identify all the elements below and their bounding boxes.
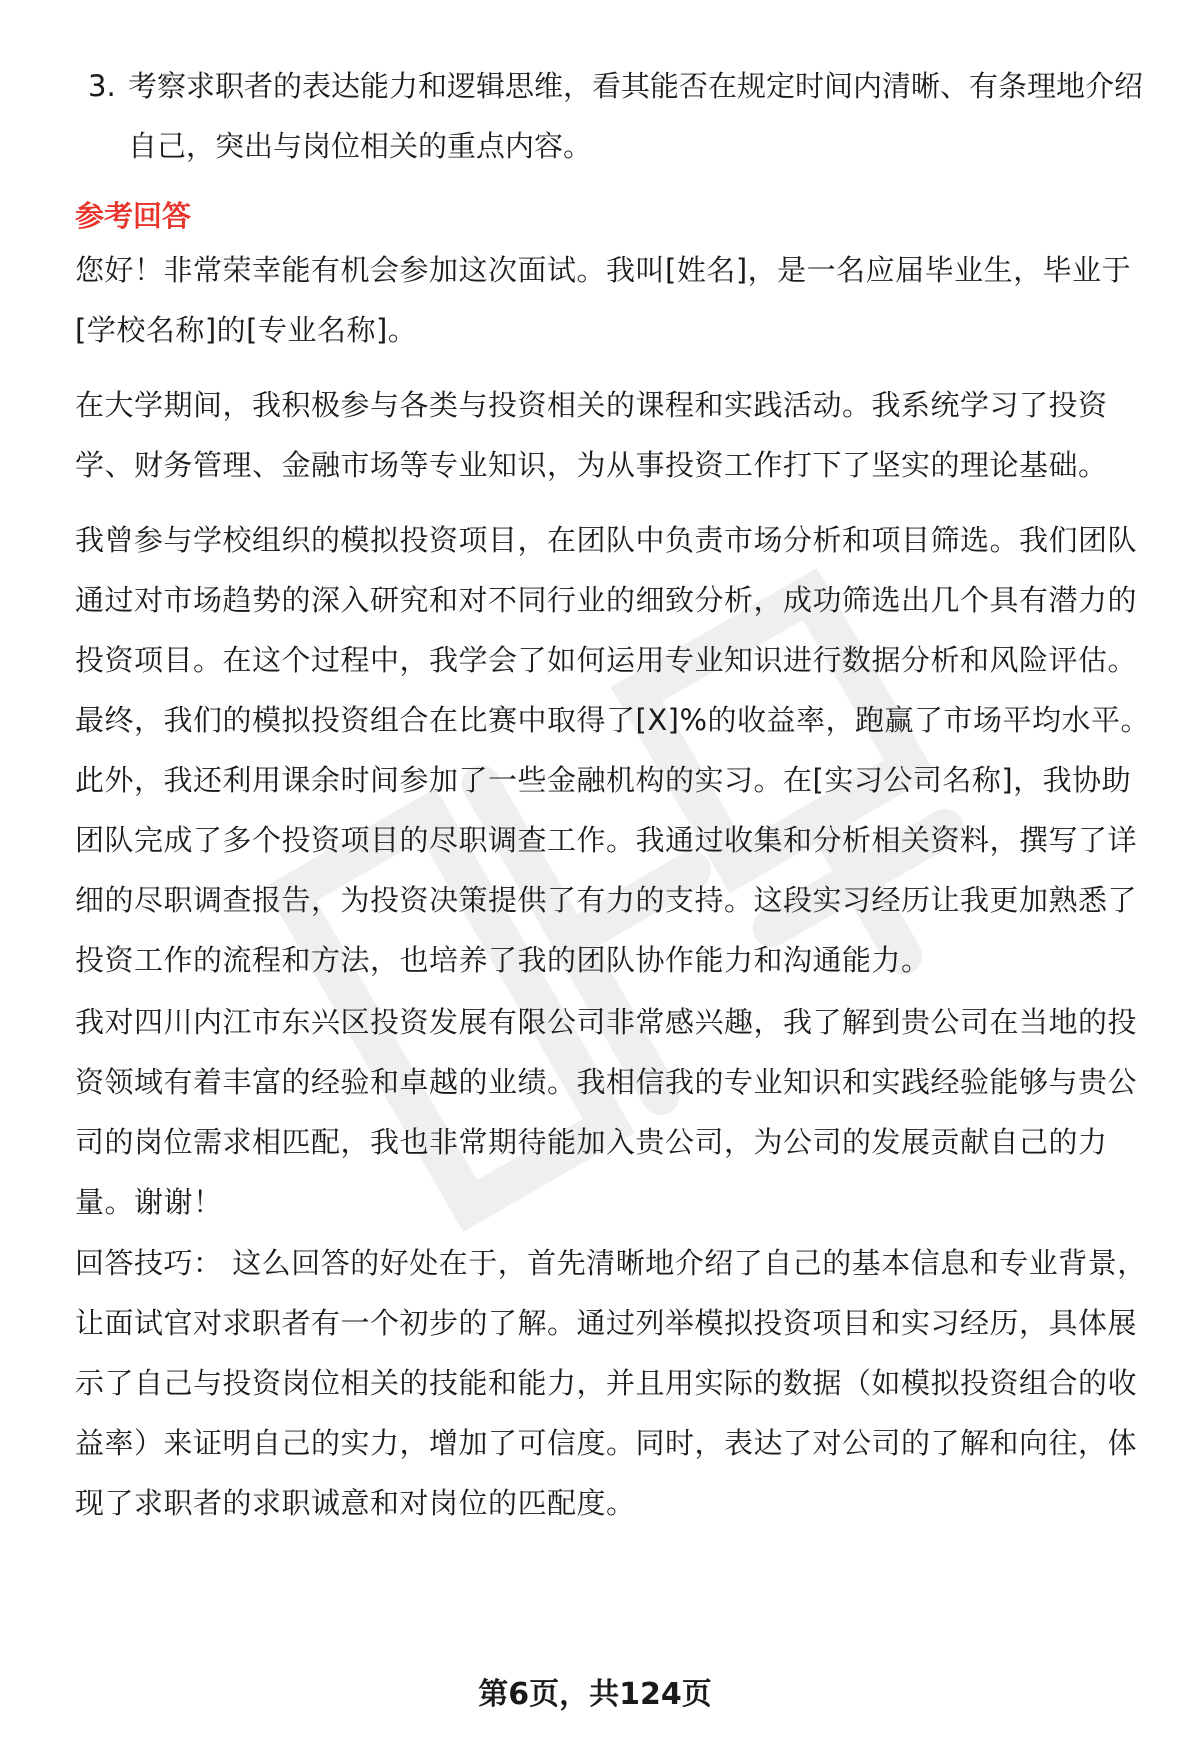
list-number: 3. xyxy=(88,69,116,103)
paragraph-simulation-project: 我曾参与学校组织的模拟投资项目，在团队中负责市场分析和项目筛选。我们团队通过对市场趋势的深入研究和对不同行业的细致分析，成功筛选出几个具有潜力的投资项目。在这个过程中，我学会了如何运用专业知识进行数据分析和风险评估。最终，我们的模拟投资组合在比赛中取得了[X]%的收益率，跑赢了市场平均水平。 xyxy=(75,523,1151,737)
list-text: 考察求职者的表达能力和逻辑思维，看其能否在规定时间内清晰、有条理地介绍自己，突出与岗位相关的重点内容。 xyxy=(128,69,1144,163)
section-heading: 参考回答 xyxy=(75,199,192,233)
paragraph-company-interest: 我对四川内江市东兴区投资发展有限公司非常感兴趣，我了解到贵公司在当地的投资领域有着丰富的经验和卓越的业绩。我相信我的专业知识和实践经验能够与贵公司的岗位需求相匹配，我也非常期待能加入贵公司，为公司的发展贡献自己的力量。谢谢！ xyxy=(75,1005,1138,1219)
paragraph-internship: 此外，我还利用课余时间参加了一些金融机构的实习。在[实习公司名称]，我协助团队完成了多个投资项目的尽职调查工作。我通过收集和分析相关资料，撰写了详细的尽职调查报告，为投资决策提供了有力的支持。这段实习经历让我更加熟悉了投资工作的流程和方法，也培养了我的团队协作能力和沟通能力。 xyxy=(75,763,1138,977)
paragraph-answer-tips: 回答技巧： 这么回答的好处在于，首先清晰地介绍了自己的基本信息和专业背景，让面试官对求职者有一个初步的了解。通过列举模拟投资项目和实习经历，具体展示了自己与投资岗位相关的技能和能力，并且用实际的数据（如模拟投资组合的收益率）来证明自己的实力，增加了可信度。同时，表达了对公司的了解和向往，体现了求职者的求职诚意和对岗位的匹配度。 xyxy=(75,1246,1147,1520)
list-item-3 xyxy=(88,56,1160,176)
paragraph-greeting: 您好！非常荣幸能有机会参加这次面试。我叫[姓名]，是一名应届毕业生，毕业于[学校名称]的[专业名称]。 xyxy=(75,253,1132,347)
page-number-footer: 第6页，共124页 xyxy=(478,1677,712,1712)
paragraph-university: 在大学期间，我积极参与各类与投资相关的课程和实践活动。我系统学习了投资学、财务管理、金融市场等专业知识，为从事投资工作打下了坚实的理论基础。 xyxy=(75,388,1108,482)
